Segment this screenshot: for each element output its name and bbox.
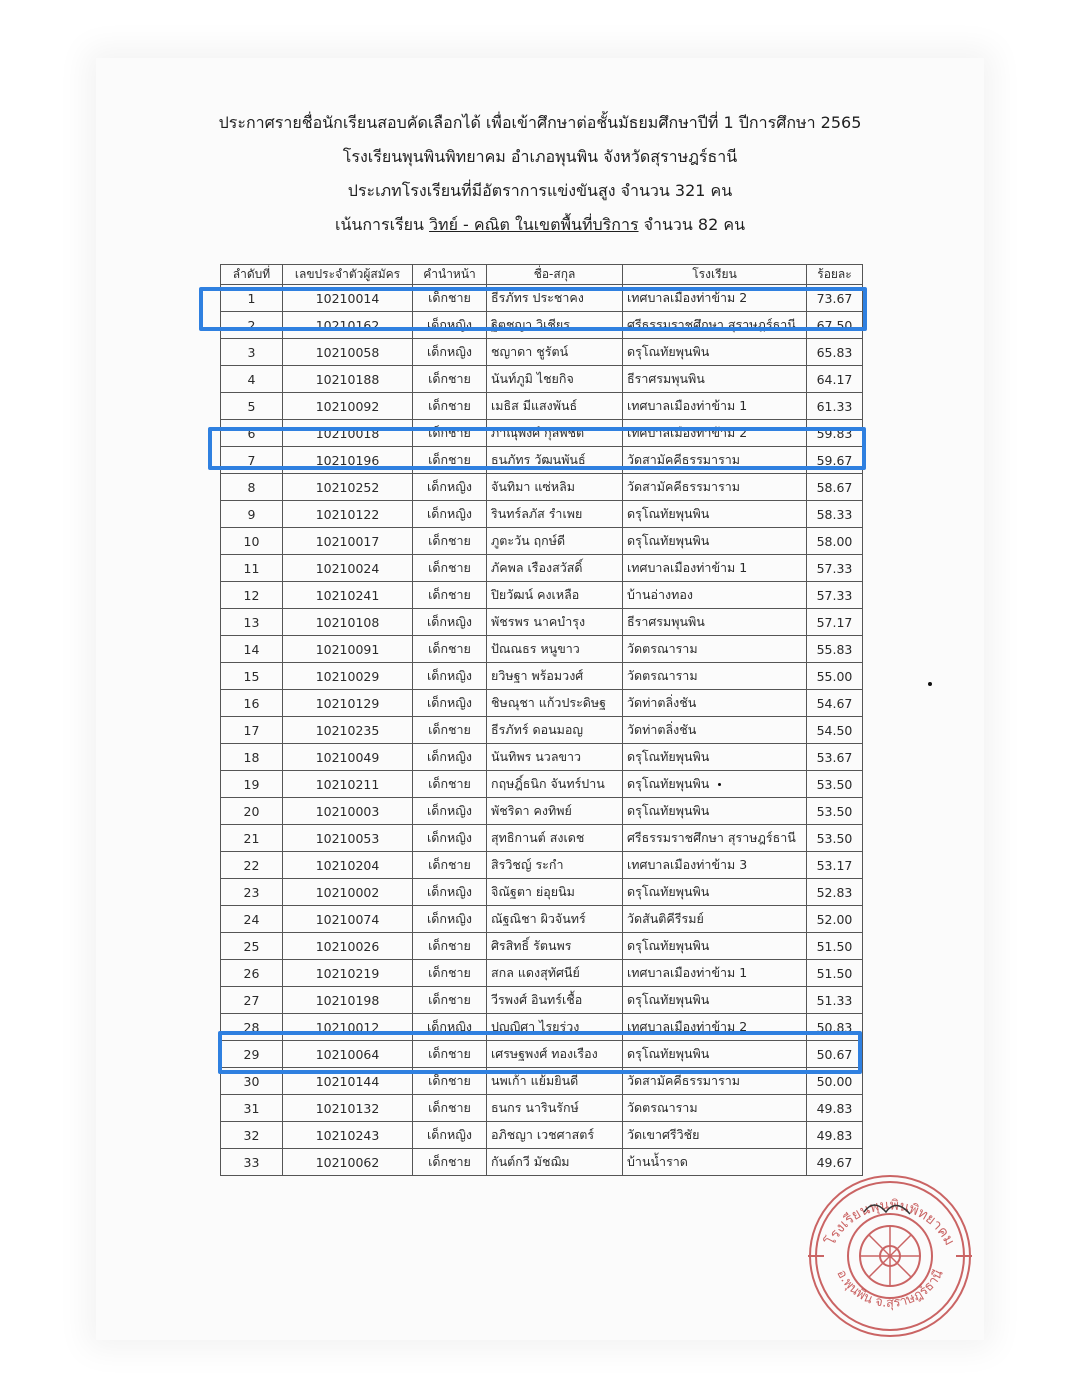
cell-order: 20 (221, 798, 283, 825)
cell-applicant-id: 10210003 (283, 798, 413, 825)
cell-percent: 58.33 (807, 501, 863, 528)
table-row (221, 879, 863, 906)
cell-name: ปุญญิศา ไรยร่วง (487, 1014, 623, 1041)
table-row (221, 636, 863, 663)
cell-applicant-id: 10210053 (283, 825, 413, 852)
cell-percent: 59.67 (807, 447, 863, 474)
table-row (221, 609, 863, 636)
cell-name: นพเก้า แย้มยินดี (487, 1068, 623, 1095)
header-line-4-pre: เน้นการเรียน (334, 215, 430, 234)
cell-order: 28 (221, 1014, 283, 1041)
cell-order: 27 (221, 987, 283, 1014)
cell-order: 2 (221, 312, 283, 339)
cell-school: ดรุโณทัยพุนพิน (623, 528, 807, 555)
cell-applicant-id: 10210129 (283, 690, 413, 717)
col-header-name: ชื่อ-สกุล (487, 265, 623, 285)
cell-name: ฐิตชญา วิเชียร (487, 312, 623, 339)
cell-order: 9 (221, 501, 283, 528)
cell-title: เด็กหญิง (413, 312, 487, 339)
cell-name: วีรพงศ์ อินทร์เชื้อ (487, 987, 623, 1014)
cell-percent: 49.83 (807, 1122, 863, 1149)
school-seal-stamp (804, 1160, 976, 1338)
cell-name: ภัคพล เรืองสวัสดิ์ (487, 555, 623, 582)
cell-name: กันต์กวี มัชฌิม (487, 1149, 623, 1176)
cell-order: 17 (221, 717, 283, 744)
cell-order: 25 (221, 933, 283, 960)
header-line-4-underlined: วิทย์ - คณิต ในเขตพื้นที่บริการ (429, 215, 639, 234)
cell-percent: 53.50 (807, 798, 863, 825)
stray-dot (928, 682, 932, 686)
cell-name: ธนกร นารินรักษ์ (487, 1095, 623, 1122)
cell-school: ดรุโณทัยพุนพิน (623, 1041, 807, 1068)
cell-percent: 51.50 (807, 933, 863, 960)
cell-order: 7 (221, 447, 283, 474)
cell-percent: 51.50 (807, 960, 863, 987)
cell-percent: 55.83 (807, 636, 863, 663)
cell-title: เด็กชาย (413, 636, 487, 663)
header-line-3: ประเภทโรงเรียนที่มีอัตราการแข่งขันสูง จำนวน 321 คน (347, 181, 733, 200)
cell-title: เด็กหญิง (413, 1122, 487, 1149)
col-header-order: ลำดับที่ (221, 265, 283, 285)
cell-school: เทศบาลเมืองท่าข้าม 2 (623, 420, 807, 447)
cell-applicant-id: 10210058 (283, 339, 413, 366)
cell-school: ดรุโณทัยพุนพิน (623, 501, 807, 528)
cell-order: 10 (221, 528, 283, 555)
header-line-4 (96, 208, 984, 242)
cell-percent: 65.83 (807, 339, 863, 366)
cell-order: 21 (221, 825, 283, 852)
cell-title: เด็กหญิง (413, 339, 487, 366)
cell-school: ดรุโณทัยพุนพิน (623, 771, 807, 798)
cell-title: เด็กชาย (413, 1149, 487, 1176)
cell-name: ชญาดา ชูรัตน์ (487, 339, 623, 366)
cell-percent: 58.00 (807, 528, 863, 555)
cell-order: 19 (221, 771, 283, 798)
cell-title: เด็กหญิง (413, 501, 487, 528)
cell-title: เด็กหญิง (413, 879, 487, 906)
cell-percent: 55.00 (807, 663, 863, 690)
cell-percent: 61.33 (807, 393, 863, 420)
cell-percent: 52.00 (807, 906, 863, 933)
cell-name: ภูตะวัน ฤกษ์ดี (487, 528, 623, 555)
cell-name: ธีรภัทร ประชาคง (487, 285, 623, 312)
cell-school: บ้านอ่างทอง (623, 582, 807, 609)
cell-order: 1 (221, 285, 283, 312)
table-row (221, 555, 863, 582)
cell-applicant-id: 10210064 (283, 1041, 413, 1068)
header-line-4-post: จำนวน 82 คน (638, 215, 746, 234)
cell-title: เด็กชาย (413, 528, 487, 555)
cell-applicant-id: 10210091 (283, 636, 413, 663)
cell-applicant-id: 10210132 (283, 1095, 413, 1122)
cell-name: ศิรสิทธิ์ รัตนพร (487, 933, 623, 960)
cell-school: วัดสามัคคีธรรมาราม (623, 447, 807, 474)
cell-order: 8 (221, 474, 283, 501)
cell-name: รินทร์ลภัส รำเพย (487, 501, 623, 528)
table-row (221, 528, 863, 555)
seal-text-top: โรงเรียนพุนพินพิทยาคม (822, 1197, 958, 1249)
cell-title: เด็กชาย (413, 447, 487, 474)
cell-name: นันทิพร นวลขาว (487, 744, 623, 771)
table-row (221, 906, 863, 933)
table-row (221, 501, 863, 528)
cell-applicant-id: 10210074 (283, 906, 413, 933)
cell-order: 15 (221, 663, 283, 690)
cell-order: 23 (221, 879, 283, 906)
cell-order: 6 (221, 420, 283, 447)
cell-title: เด็กชาย (413, 582, 487, 609)
cell-school: วัดสามัคคีธรรมาราม (623, 1068, 807, 1095)
cell-applicant-id: 10210122 (283, 501, 413, 528)
table-row (221, 798, 863, 825)
cell-title: เด็กชาย (413, 717, 487, 744)
cell-order: 31 (221, 1095, 283, 1122)
cell-title: เด็กหญิง (413, 609, 487, 636)
cell-order: 18 (221, 744, 283, 771)
cell-name: สิรวิชญ์ ระกำ (487, 852, 623, 879)
cell-name: สุทธิกานต์ สงเดช (487, 825, 623, 852)
cell-percent: 49.67 (807, 1149, 863, 1176)
cell-title: เด็กหญิง (413, 825, 487, 852)
cell-name: ภาณุพงศ์ กุลพิชิต (487, 420, 623, 447)
cell-school: วัดสามัคคีธรรมาราม (623, 474, 807, 501)
cell-name: เศรษฐพงศ์ ทองเรือง (487, 1041, 623, 1068)
cell-title: เด็กหญิง (413, 663, 487, 690)
col-header-percent: ร้อยละ (807, 265, 863, 285)
table-row (221, 987, 863, 1014)
cell-school: เทศบาลเมืองท่าข้าม 1 (623, 393, 807, 420)
cell-percent: 54.67 (807, 690, 863, 717)
cell-order: 26 (221, 960, 283, 987)
cell-school: วัดท่าตลิ่งชัน (623, 690, 807, 717)
cell-applicant-id: 10210108 (283, 609, 413, 636)
cell-applicant-id: 10210062 (283, 1149, 413, 1176)
cell-school: ดรุโณทัยพุนพิน (623, 987, 807, 1014)
cell-order: 3 (221, 339, 283, 366)
highlight-box-row-6 (208, 427, 866, 470)
cell-school: ดรุโณทัยพุนพิน (623, 339, 807, 366)
cell-order: 4 (221, 366, 283, 393)
cell-name: จันทิมา แซ่หลิม (487, 474, 623, 501)
table-header-row (221, 265, 863, 285)
cell-name: นันท์ภูมิ ไชยกิจ (487, 366, 623, 393)
table-row (221, 474, 863, 501)
cell-name: เมธิส มีแสงพันธ์ (487, 393, 623, 420)
cell-school: ดรุโณทัยพุนพิน (623, 744, 807, 771)
cell-school: วัดตรณาราม (623, 1095, 807, 1122)
cell-applicant-id: 10210017 (283, 528, 413, 555)
cell-name: จิณัฐตา ย่อุยนิม (487, 879, 623, 906)
cell-title: เด็กชาย (413, 960, 487, 987)
cell-percent: 57.17 (807, 609, 863, 636)
cell-order: 29 (221, 1041, 283, 1068)
cell-school: เทศบาลเมืองท่าข้าม 2 (623, 285, 807, 312)
cell-name: สกล แดงสุทัศนีย์ (487, 960, 623, 987)
cell-percent: 59.83 (807, 420, 863, 447)
cell-order: 22 (221, 852, 283, 879)
cell-school: บ้านน้ำราด (623, 1149, 807, 1176)
cell-name: ปัณณธร หนูขาว (487, 636, 623, 663)
cell-order: 13 (221, 609, 283, 636)
cell-applicant-id: 10210049 (283, 744, 413, 771)
cell-name: อภิชญา เวชศาสตร์ (487, 1122, 623, 1149)
cell-title: เด็กชาย (413, 987, 487, 1014)
table-row (221, 393, 863, 420)
table-row (221, 690, 863, 717)
cell-percent: 53.50 (807, 825, 863, 852)
cell-applicant-id: 10210196 (283, 447, 413, 474)
table-row (221, 1095, 863, 1122)
highlight-box-row-28 (218, 1031, 862, 1074)
table-row (221, 366, 863, 393)
cell-name: พัชรพร นาคบำรุง (487, 609, 623, 636)
cell-school: เทศบาลเมืองท่าข้าม 2 (623, 1014, 807, 1041)
cell-applicant-id: 10210018 (283, 420, 413, 447)
cell-percent: 57.33 (807, 582, 863, 609)
cell-applicant-id: 10210012 (283, 1014, 413, 1041)
cell-order: 5 (221, 393, 283, 420)
cell-order: 32 (221, 1122, 283, 1149)
cell-title: เด็กชาย (413, 420, 487, 447)
table-row (221, 1122, 863, 1149)
cell-percent: 67.50 (807, 312, 863, 339)
cell-school: วัดเขาศรีวิชัย (623, 1122, 807, 1149)
cell-title: เด็กชาย (413, 555, 487, 582)
cell-school: เทศบาลเมืองท่าข้าม 3 (623, 852, 807, 879)
cell-school: ดรุโณทัยพุนพิน (623, 933, 807, 960)
cell-percent: 53.67 (807, 744, 863, 771)
cell-name: ธนภัทร วัฒนพันธ์ (487, 447, 623, 474)
cell-school: ดรุโณทัยพุนพิน (623, 798, 807, 825)
col-header-school: โรงเรียน (623, 265, 807, 285)
table-row (221, 717, 863, 744)
table-row (221, 825, 863, 852)
cell-name: ชิษณุชา แก้วประดิษฐ (487, 690, 623, 717)
cell-school: ธีราศรมพุนพิน (623, 609, 807, 636)
col-header-applicant-id: เลขประจำตัวผู้สมัคร (283, 265, 413, 285)
cell-school: วัดท่าตลิ่งชัน (623, 717, 807, 744)
cell-title: เด็กชาย (413, 1068, 487, 1095)
cell-percent: 51.33 (807, 987, 863, 1014)
cell-applicant-id: 10210144 (283, 1068, 413, 1095)
cell-percent: 53.17 (807, 852, 863, 879)
cell-order: 14 (221, 636, 283, 663)
cell-percent: 73.67 (807, 285, 863, 312)
highlight-box-row-1 (199, 287, 867, 331)
cell-name: กฤษฎิ์ธนิก จันทร์ปาน (487, 771, 623, 798)
cell-name: พัชริดา คงทิพย์ (487, 798, 623, 825)
header-line-2: โรงเรียนพุนพินพิทยาคม อำเภอพุนพิน จังหวัดสุราษฎร์ธานี (342, 147, 738, 166)
table-row (221, 744, 863, 771)
cell-order: 12 (221, 582, 283, 609)
cell-applicant-id: 10210219 (283, 960, 413, 987)
cell-percent: 49.83 (807, 1095, 863, 1122)
cell-school: วัดตรณาราม (623, 636, 807, 663)
cell-school: วัดตรณาราม (623, 663, 807, 690)
cell-applicant-id: 10210029 (283, 663, 413, 690)
cell-name: ปิยวัฒน์ คงเหลือ (487, 582, 623, 609)
cell-school: ศรีธรรมราชศึกษา สุราษฎร์ธานี (623, 825, 807, 852)
cell-percent: 53.50 (807, 771, 863, 798)
cell-applicant-id: 10210092 (283, 393, 413, 420)
table-row (221, 1149, 863, 1176)
stray-dot (718, 783, 721, 786)
cell-applicant-id: 10210002 (283, 879, 413, 906)
cell-title: เด็กชาย (413, 285, 487, 312)
cell-school: เทศบาลเมืองท่าข้าม 1 (623, 960, 807, 987)
cell-school: เทศบาลเมืองท่าข้าม 1 (623, 555, 807, 582)
cell-title: เด็กหญิง (413, 1014, 487, 1041)
cell-school: ธีราศรมพุนพิน (623, 366, 807, 393)
cell-applicant-id: 10210162 (283, 312, 413, 339)
cell-name: ธีรภัทร์ ดอนมอญ (487, 717, 623, 744)
cell-title: เด็กชาย (413, 1041, 487, 1068)
cell-title: เด็กชาย (413, 366, 487, 393)
cell-applicant-id: 10210252 (283, 474, 413, 501)
table-row (221, 771, 863, 798)
cell-order: 33 (221, 1149, 283, 1176)
cell-title: เด็กหญิง (413, 744, 487, 771)
cell-percent: 58.67 (807, 474, 863, 501)
cell-school: ดรุโณทัยพุนพิน (623, 879, 807, 906)
cell-applicant-id: 10210243 (283, 1122, 413, 1149)
cell-percent: 54.50 (807, 717, 863, 744)
cell-applicant-id: 10210188 (283, 366, 413, 393)
cell-name: ยวิษฐา พร้อมวงศ์ (487, 663, 623, 690)
table-row (221, 852, 863, 879)
cell-applicant-id: 10210026 (283, 933, 413, 960)
table-row (221, 960, 863, 987)
cell-applicant-id: 10210211 (283, 771, 413, 798)
col-header-title: คำนำหน้า (413, 265, 487, 285)
cell-order: 11 (221, 555, 283, 582)
cell-applicant-id: 10210198 (283, 987, 413, 1014)
table-row (221, 663, 863, 690)
cell-title: เด็กชาย (413, 393, 487, 420)
cell-applicant-id: 10210024 (283, 555, 413, 582)
announcement-header (96, 106, 984, 242)
cell-order: 24 (221, 906, 283, 933)
cell-applicant-id: 10210014 (283, 285, 413, 312)
header-line-1: ประกาศรายชื่อนักเรียนสอบคัดเลือกได้ เพื่อเข้าศึกษาต่อชั้นมัธยมศึกษาปีที่ 1 ปีการศึกษา 2565 (218, 113, 862, 132)
cell-order: 16 (221, 690, 283, 717)
cell-applicant-id: 10210235 (283, 717, 413, 744)
cell-applicant-id: 10210241 (283, 582, 413, 609)
table-row (221, 933, 863, 960)
cell-title: เด็กชาย (413, 933, 487, 960)
cell-title: เด็กหญิง (413, 798, 487, 825)
cell-percent: 50.67 (807, 1041, 863, 1068)
cell-title: เด็กหญิง (413, 906, 487, 933)
cell-title: เด็กหญิง (413, 690, 487, 717)
table-row (221, 339, 863, 366)
cell-title: เด็กชาย (413, 771, 487, 798)
cell-title: เด็กชาย (413, 1095, 487, 1122)
cell-applicant-id: 10210204 (283, 852, 413, 879)
cell-title: เด็กชาย (413, 852, 487, 879)
cell-school: วัดสันติคีรีรมย์ (623, 906, 807, 933)
seal-text-bottom: อ.พุนพิน จ.สุราษฎร์ธานี (833, 1267, 947, 1311)
cell-percent: 57.33 (807, 555, 863, 582)
cell-percent: 50.00 (807, 1068, 863, 1095)
cell-percent: 52.83 (807, 879, 863, 906)
cell-order: 30 (221, 1068, 283, 1095)
cell-percent: 64.17 (807, 366, 863, 393)
cell-school: ศรีธรรมราชศึกษา สุราษฎร์ธานี (623, 312, 807, 339)
cell-name: ณัฐณิชา ผิวจันทร์ (487, 906, 623, 933)
cell-title: เด็กหญิง (413, 474, 487, 501)
table-row (221, 582, 863, 609)
cell-percent: 50.83 (807, 1014, 863, 1041)
